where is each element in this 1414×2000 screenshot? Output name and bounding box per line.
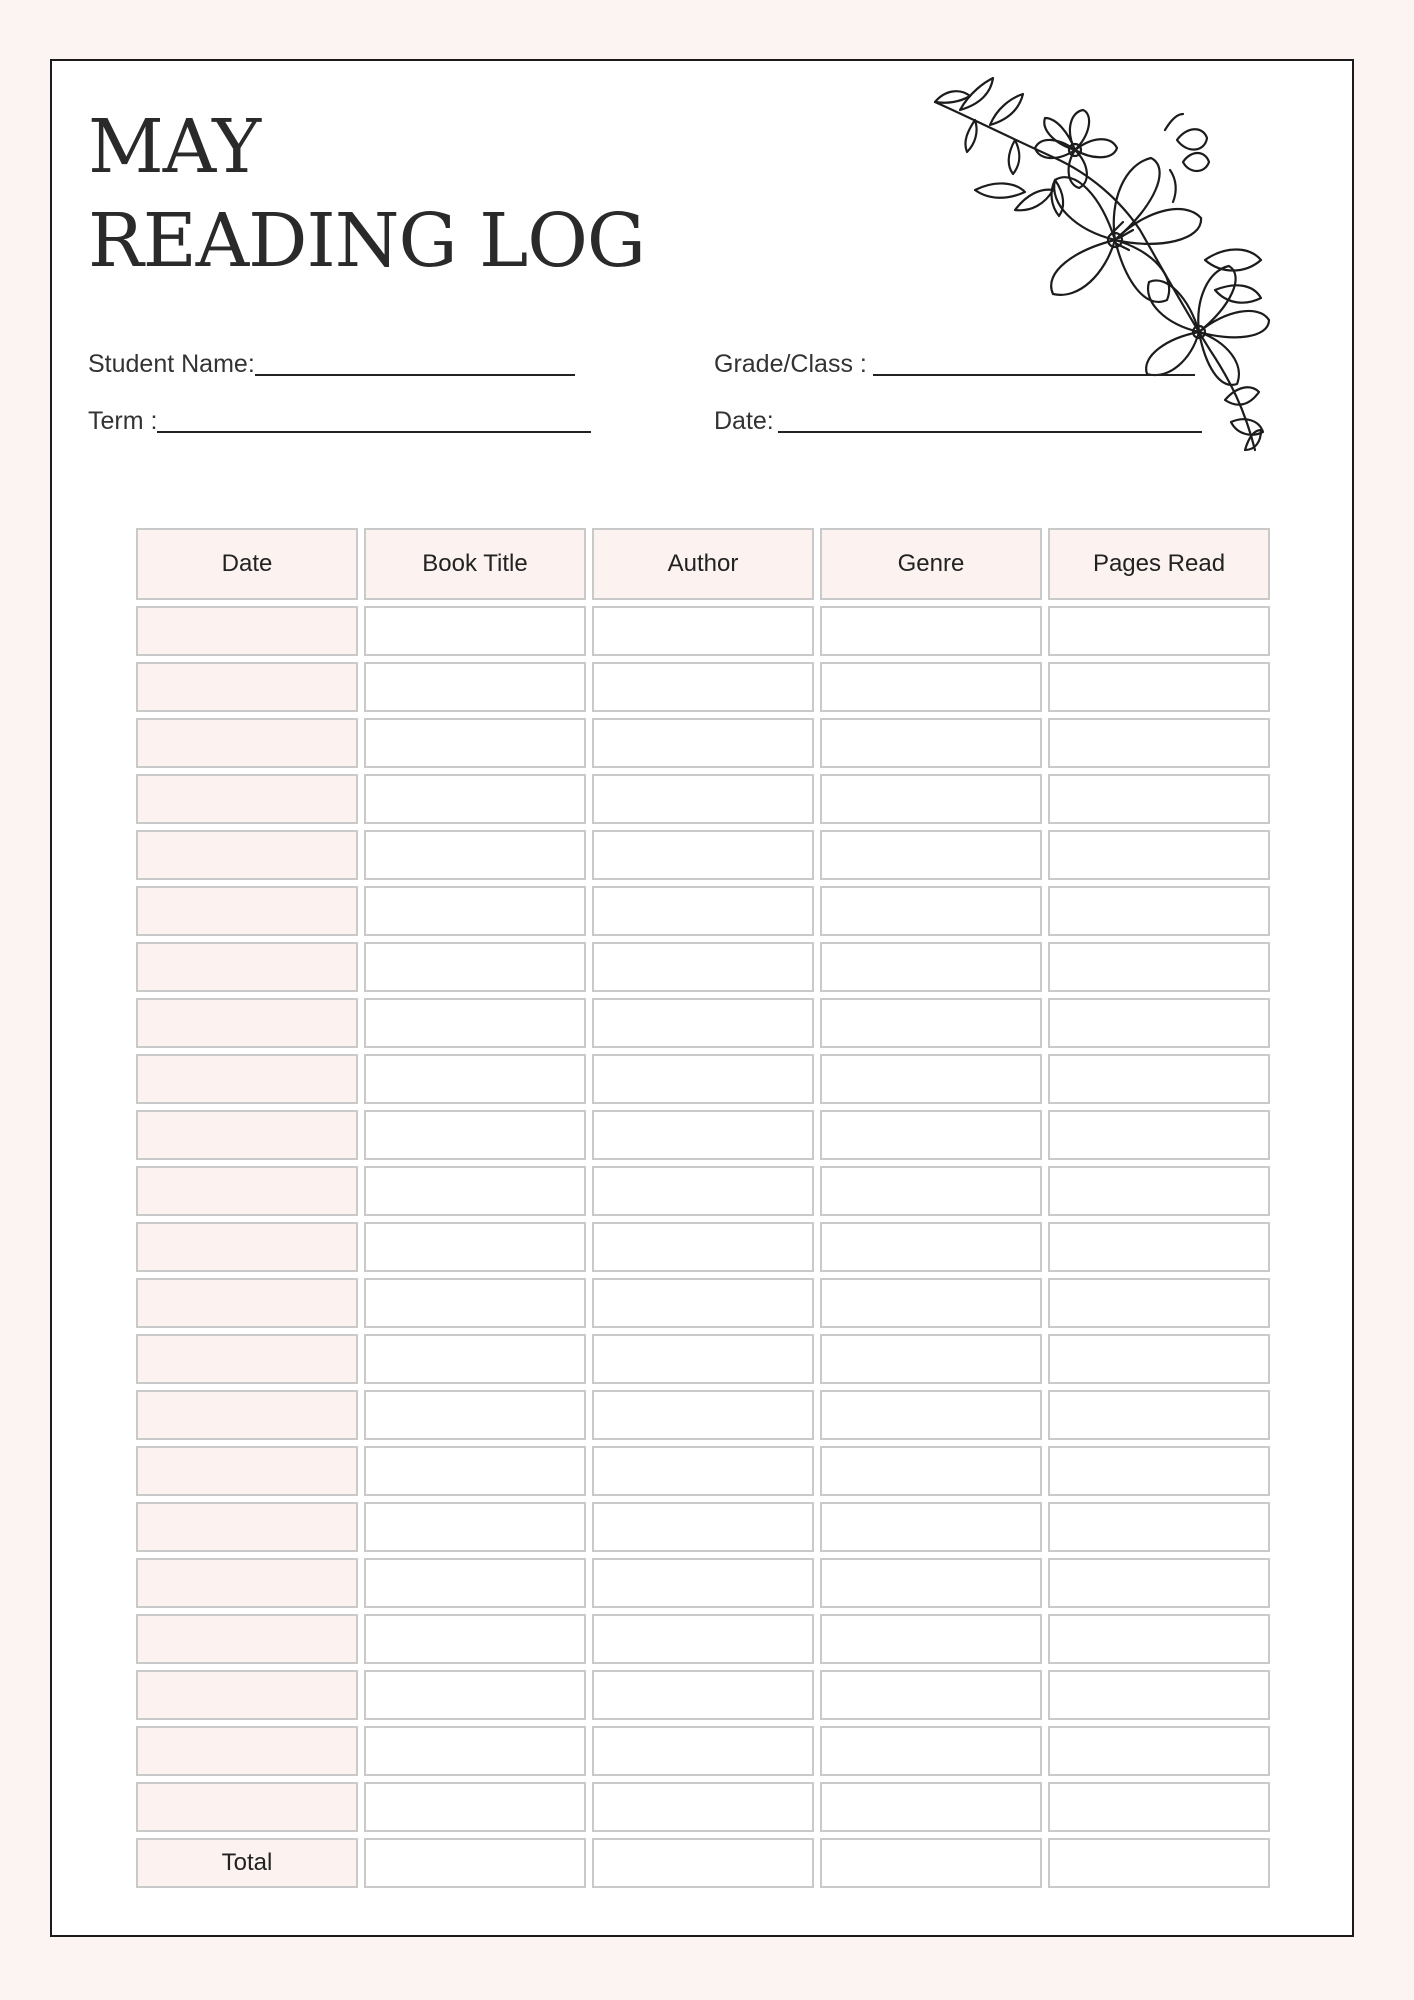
author-cell[interactable] <box>592 1278 814 1328</box>
table-row <box>136 662 1270 712</box>
author-cell[interactable] <box>592 1054 814 1104</box>
column-header-pages-read: Pages Read <box>1048 528 1270 600</box>
date-cell[interactable] <box>136 998 358 1048</box>
pages-read-cell[interactable] <box>1048 998 1270 1048</box>
genre-cell[interactable] <box>820 998 1042 1048</box>
term-field[interactable] <box>88 400 591 436</box>
genre-cell[interactable] <box>820 1782 1042 1832</box>
book-title-cell[interactable] <box>364 662 586 712</box>
genre-cell[interactable] <box>820 1614 1042 1664</box>
genre-cell[interactable] <box>820 1334 1042 1384</box>
date-cell[interactable] <box>136 1054 358 1104</box>
genre-cell[interactable] <box>820 1390 1042 1440</box>
table-body <box>136 606 1270 1832</box>
table-row <box>136 1222 1270 1272</box>
genre-cell[interactable] <box>820 830 1042 880</box>
genre-cell[interactable] <box>820 1670 1042 1720</box>
column-header-author: Author <box>592 528 814 600</box>
pages-read-cell[interactable] <box>1048 1110 1270 1160</box>
author-cell[interactable] <box>592 998 814 1048</box>
author-cell[interactable] <box>592 1670 814 1720</box>
total-genre-cell[interactable] <box>820 1838 1042 1888</box>
table-row <box>136 942 1270 992</box>
book-title-cell[interactable] <box>364 606 586 656</box>
table-row <box>136 1446 1270 1496</box>
date-cell[interactable] <box>136 1278 358 1328</box>
author-cell[interactable] <box>592 1614 814 1664</box>
student-name-field[interactable] <box>88 343 575 379</box>
book-title-cell[interactable] <box>364 1166 586 1216</box>
pages-read-cell[interactable] <box>1048 1726 1270 1776</box>
grade-class-line[interactable] <box>873 372 1195 376</box>
genre-cell[interactable] <box>820 606 1042 656</box>
genre-cell[interactable] <box>820 1054 1042 1104</box>
table-row <box>136 1110 1270 1160</box>
author-cell[interactable] <box>592 942 814 992</box>
author-cell[interactable] <box>592 1390 814 1440</box>
term-label: Term : <box>88 407 158 435</box>
table-row <box>136 1390 1270 1440</box>
author-cell[interactable] <box>592 1166 814 1216</box>
genre-cell[interactable] <box>820 942 1042 992</box>
genre-cell[interactable] <box>820 1502 1042 1552</box>
book-title-cell[interactable] <box>364 830 586 880</box>
pages-read-cell[interactable] <box>1048 1502 1270 1552</box>
author-cell[interactable] <box>592 1110 814 1160</box>
table-row <box>136 1054 1270 1104</box>
student-name-label: Student Name: <box>88 350 255 378</box>
table-row <box>136 830 1270 880</box>
author-cell[interactable] <box>592 886 814 936</box>
book-title-cell[interactable] <box>364 1278 586 1328</box>
total-author-cell[interactable] <box>592 1838 814 1888</box>
book-title-cell[interactable] <box>364 774 586 824</box>
author-cell[interactable] <box>592 1558 814 1608</box>
genre-cell[interactable] <box>820 774 1042 824</box>
table-row <box>136 1334 1270 1384</box>
genre-cell[interactable] <box>820 1558 1042 1608</box>
date-cell[interactable] <box>136 1222 358 1272</box>
date-cell[interactable] <box>136 1558 358 1608</box>
date-label: Date: <box>714 407 774 435</box>
book-title-cell[interactable] <box>364 886 586 936</box>
date-cell[interactable] <box>136 662 358 712</box>
genre-cell[interactable] <box>820 718 1042 768</box>
total-label: Total <box>136 1838 358 1888</box>
date-cell[interactable] <box>136 1166 358 1216</box>
genre-cell[interactable] <box>820 1166 1042 1216</box>
grade-class-label: Grade/Class : <box>714 350 867 378</box>
total-book-title-cell[interactable] <box>364 1838 586 1888</box>
pages-read-cell[interactable] <box>1048 830 1270 880</box>
author-cell[interactable] <box>592 1502 814 1552</box>
table-total-row <box>136 1838 1270 1888</box>
total-pages-read-cell[interactable] <box>1048 1838 1270 1888</box>
table-row <box>136 1782 1270 1832</box>
pages-read-cell[interactable] <box>1048 662 1270 712</box>
book-title-cell[interactable] <box>364 1334 586 1384</box>
pages-read-cell[interactable] <box>1048 1054 1270 1104</box>
pages-read-cell[interactable] <box>1048 1446 1270 1496</box>
grade-class-field[interactable] <box>714 343 1195 379</box>
author-cell[interactable] <box>592 1222 814 1272</box>
genre-cell[interactable] <box>820 1446 1042 1496</box>
pages-read-cell[interactable] <box>1048 1670 1270 1720</box>
table-row <box>136 1614 1270 1664</box>
author-cell[interactable] <box>592 606 814 656</box>
table-row <box>136 1558 1270 1608</box>
book-title-cell[interactable] <box>364 1726 586 1776</box>
table-row <box>136 998 1270 1048</box>
pages-read-cell[interactable] <box>1048 942 1270 992</box>
pages-read-cell[interactable] <box>1048 1558 1270 1608</box>
book-title-cell[interactable] <box>364 1670 586 1720</box>
genre-cell[interactable] <box>820 1726 1042 1776</box>
date-cell[interactable] <box>136 1390 358 1440</box>
table-row <box>136 774 1270 824</box>
author-cell[interactable] <box>592 1446 814 1496</box>
date-cell[interactable] <box>136 1446 358 1496</box>
date-cell[interactable] <box>136 606 358 656</box>
book-title-cell[interactable] <box>364 718 586 768</box>
title-month: MAY <box>88 104 261 190</box>
genre-cell[interactable] <box>820 1222 1042 1272</box>
pages-read-cell[interactable] <box>1048 1614 1270 1664</box>
book-title-cell[interactable] <box>364 1614 586 1664</box>
author-cell[interactable] <box>592 1726 814 1776</box>
date-cell[interactable] <box>136 1334 358 1384</box>
book-title-cell[interactable] <box>364 942 586 992</box>
book-title-cell[interactable] <box>364 1110 586 1160</box>
student-info-fields <box>88 343 1218 463</box>
date-cell[interactable] <box>136 830 358 880</box>
table-row <box>136 886 1270 936</box>
pages-read-cell[interactable] <box>1048 1782 1270 1832</box>
date-field[interactable] <box>714 400 1202 436</box>
column-header-genre: Genre <box>820 528 1042 600</box>
date-cell[interactable] <box>136 1110 358 1160</box>
date-cell[interactable] <box>136 942 358 992</box>
pages-read-cell[interactable] <box>1048 718 1270 768</box>
author-cell[interactable] <box>592 662 814 712</box>
pages-read-cell[interactable] <box>1048 886 1270 936</box>
table-header-row <box>136 528 1270 600</box>
author-cell[interactable] <box>592 718 814 768</box>
genre-cell[interactable] <box>820 662 1042 712</box>
pages-read-cell[interactable] <box>1048 1390 1270 1440</box>
pages-read-cell[interactable] <box>1048 1166 1270 1216</box>
book-title-cell[interactable] <box>364 1558 586 1608</box>
book-title-cell[interactable] <box>364 1222 586 1272</box>
pages-read-cell[interactable] <box>1048 1278 1270 1328</box>
pages-read-cell[interactable] <box>1048 774 1270 824</box>
date-cell[interactable] <box>136 718 358 768</box>
book-title-cell[interactable] <box>364 998 586 1048</box>
table-row <box>136 1670 1270 1720</box>
pages-read-cell[interactable] <box>1048 1334 1270 1384</box>
book-title-cell[interactable] <box>364 1054 586 1104</box>
title-heading: READING LOG <box>88 198 646 284</box>
author-cell[interactable] <box>592 1782 814 1832</box>
author-cell[interactable] <box>592 1334 814 1384</box>
reading-log-table <box>136 528 1270 1894</box>
table-row <box>136 1278 1270 1328</box>
genre-cell[interactable] <box>820 1278 1042 1328</box>
table-row <box>136 1166 1270 1216</box>
page-title <box>88 100 645 288</box>
date-cell[interactable] <box>136 1782 358 1832</box>
genre-cell[interactable] <box>820 886 1042 936</box>
book-title-cell[interactable] <box>364 1390 586 1440</box>
book-title-cell[interactable] <box>364 1502 586 1552</box>
date-cell[interactable] <box>136 886 358 936</box>
column-header-book-title: Book Title <box>364 528 586 600</box>
book-title-cell[interactable] <box>364 1782 586 1832</box>
date-cell[interactable] <box>136 1726 358 1776</box>
table-row <box>136 1726 1270 1776</box>
date-cell[interactable] <box>136 1502 358 1552</box>
date-cell[interactable] <box>136 1670 358 1720</box>
date-cell[interactable] <box>136 1614 358 1664</box>
student-name-line[interactable] <box>255 372 575 376</box>
date-cell[interactable] <box>136 774 358 824</box>
genre-cell[interactable] <box>820 1110 1042 1160</box>
author-cell[interactable] <box>592 830 814 880</box>
date-line[interactable] <box>778 429 1202 433</box>
table-row <box>136 718 1270 768</box>
author-cell[interactable] <box>592 774 814 824</box>
table-row <box>136 1502 1270 1552</box>
book-title-cell[interactable] <box>364 1446 586 1496</box>
table-row <box>136 606 1270 656</box>
term-line[interactable] <box>157 429 591 433</box>
pages-read-cell[interactable] <box>1048 606 1270 656</box>
pages-read-cell[interactable] <box>1048 1222 1270 1272</box>
column-header-date: Date <box>136 528 358 600</box>
